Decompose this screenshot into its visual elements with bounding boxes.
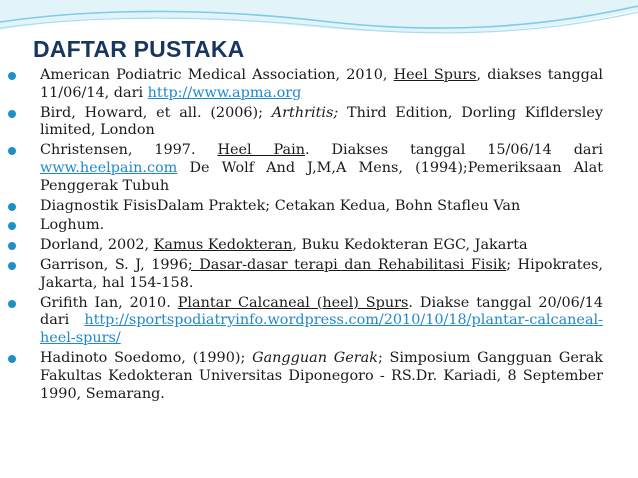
reference-link[interactable]: heel-spurs/ xyxy=(40,330,121,347)
reference-text: . Diakse tanggal 20/06/14 dari xyxy=(40,294,603,329)
reference-text: Diagnostik FisisDalam Praktek; Cetakan Kedua, Bohn Stafleu Van xyxy=(40,197,521,214)
reference-list xyxy=(40,67,603,405)
bullet-icon xyxy=(8,355,16,363)
reference-item xyxy=(40,67,603,103)
reference-text: Hadinoto Soedomo, (1990); xyxy=(40,349,253,366)
reference-text: Plantar Calcaneal (heel) Spurs xyxy=(177,294,409,311)
reference-item xyxy=(40,105,603,141)
bullet-icon xyxy=(8,242,16,250)
slide-title: DAFTAR PUSTAKA xyxy=(33,36,245,62)
bullet-icon xyxy=(8,72,16,80)
reference-text: , diakses tanggal 11/06/14, dari xyxy=(40,67,603,101)
reference-text: ; Hipokrates, Jakarta, hal 154-158. xyxy=(40,256,604,291)
reference-text: American Podiatric Medical Association, 2010, xyxy=(40,67,394,83)
reference-text: Heel Spurs xyxy=(393,67,477,83)
reference-text: Grifith Ian, 2010. xyxy=(40,294,178,311)
reference-text: Arthritis; xyxy=(271,104,339,121)
reference-text: Third Edition, Dorling Kifldersley limited, London xyxy=(40,104,603,139)
bullet-icon xyxy=(8,203,16,211)
reference-text: Dorland, 2002, xyxy=(40,237,154,254)
reference-text: . Diakses tanggal 15/06/14 dari xyxy=(305,142,603,159)
reference-link[interactable]: http://www.apma.org xyxy=(147,84,302,101)
reference-text: Kamus Kedokteran xyxy=(153,237,293,254)
reference-item xyxy=(40,142,603,195)
reference-text: Heel Pain xyxy=(217,142,305,159)
reference-item xyxy=(40,350,603,403)
reference-text: Gangguan Gerak xyxy=(252,349,378,366)
reference-item xyxy=(40,217,603,235)
reference-link[interactable]: http://sportspodiatryinfo.wordpress.com/2010/10/18/plantar-calcaneal- xyxy=(84,312,603,329)
reference-text: ; Simposium Gangguan Gerak Fakultas Kedokteran Universitas Diponegoro - RS.Dr. Kariadi, 8 September 1990, Semarang. xyxy=(40,349,604,402)
reference-item xyxy=(40,257,603,293)
reference-item xyxy=(40,295,603,348)
reference-text: Garrison, S. J, 1996 xyxy=(40,256,188,273)
bullet-icon xyxy=(8,222,16,230)
reference-text: De Wolf And J,M,A Mens, (1994);Pemeriksaan Alat Penggerak Tubuh xyxy=(40,159,603,194)
reference-text: , Buku Kedokteran EGC, Jakarta xyxy=(292,237,528,254)
reference-item xyxy=(40,237,603,255)
reference-text: Christensen, 1997. xyxy=(40,142,218,159)
reference-text: Loghum. xyxy=(40,217,105,234)
reference-text: Bird, Howard, et all. (2006); xyxy=(40,104,272,121)
bullet-icon xyxy=(8,262,16,270)
bullet-icon xyxy=(8,110,16,118)
reference-text: ; Dasar-dasar terapi dan Rehabilitasi Fisik xyxy=(187,256,507,273)
bullet-icon xyxy=(8,147,16,155)
reference-link[interactable]: www.heelpain.com xyxy=(40,159,178,176)
bullet-icon xyxy=(8,300,16,308)
reference-item xyxy=(40,198,603,216)
